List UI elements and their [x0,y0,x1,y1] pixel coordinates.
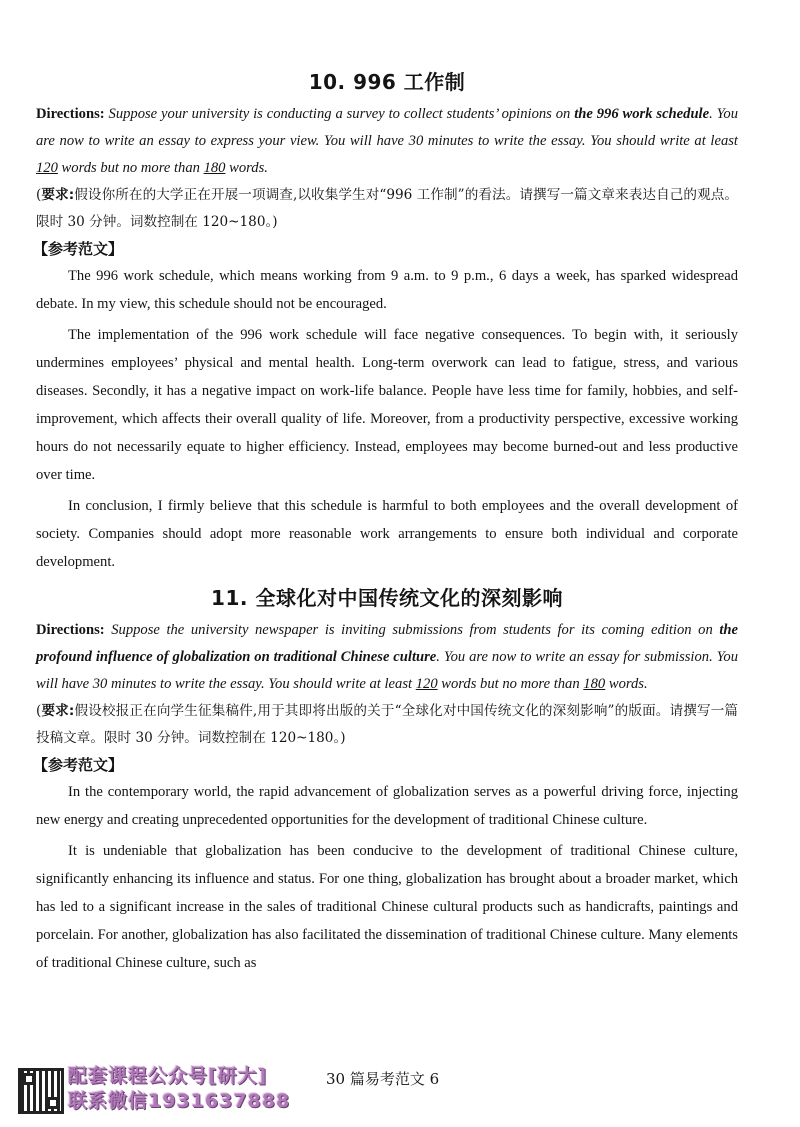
section-10-directions: Directions: Suppose your university is conducting a survey to collect students’ opinions on the 996 work schedule. You are now to write an essay to express your view. You will have 30 minutes to write the essay. You should write at least 120 words but no more than 180 words. [36,106,738,176]
section-10-requirement: (要求:假设你所在的大学正在开展一项调查,以收集学生对“996 工作制”的看法。请撰写一篇文章来表达自己的观点。限时 30 分钟。词数控制在 120~180。) [36,187,739,230]
page-footer [0,1060,800,1127]
essay-paragraph: The 996 work schedule, which means working from 9 a.m. to 9 p.m., 6 days a week, has sparked widespread debate. In my view, this schedule should not be encouraged. [36,268,738,312]
essay-paragraph: The implementation of the 996 work schedule will face negative consequences. To begin with, it seriously undermines employees’ physical and mental health. Long-term overwork can lead to fatigue, stress, and various diseases. Secondly, it has a negative impact on work-life balance. People have less time for family, hobbies, and self-improvement, which affects their overall quality of life. Moreover, from a productivity perspective, excessive working hours do not necessarily equate to higher efficiency. Instead, employees may become burned-out and less productive over time. [36,327,738,483]
directions-label: Directions: [36,622,105,638]
max-words: 180 [583,676,606,692]
essay-paragraph: In conclusion, I firmly believe that this schedule is harmful to both employees and the overall development of society. Companies should adopt more reasonable work arrangements to ensure both individual and corporate development. [36,498,738,570]
topic-emphasis: the profound influence of globalization on traditional Chinese culture [36,622,738,665]
page-content [33,66,739,980]
page-number: 30 篇易考范文 6 [326,1070,440,1088]
max-words: 180 [203,160,226,176]
essay-paragraph: In the contemporary world, the rapid advancement of globalization serves as a powerful driving force, injecting new energy and creating unprecedented opportunities for the development of traditional Chinese culture. [36,784,738,828]
essay-paragraph: It is undeniable that globalization has been conducive to the development of traditional Chinese culture, significantly enhancing its influence and status. For one thing, globalization has brought about a broader market, which has led to a significant increase in the sales of traditional Chinese cultural products such as handicrafts, paintings and porcelain. For another, globalization has also facilitated the dissemination of traditional Chinese culture. Many elements of traditional Chinese culture, such as [36,843,738,971]
section-11-requirement: (要求:假设校报正在向学生征集稿件,用于其即将出版的关于“全球化对中国传统文化的深刻影响”的版面。请撰写一篇投稿文章。限时 30 分钟。词数控制在 120~180。) [36,703,739,746]
section-11-reference-heading: 【参考范文】 [33,756,124,774]
requirement-label: 要求: [41,703,75,719]
section-11-directions: Directions: Suppose the university newspaper is inviting submissions from students for its coming edition on the profound influence of globalization on traditional Chinese culture. You are now to write an essay for submission. You will have 30 minutes to write the essay. You should write at least 120 words but no more than 180 words. [36,622,738,692]
promo-watermark: 配套课程公众号[研大] 联系微信1931637888 [68,1065,291,1112]
min-words: 120 [415,676,438,692]
directions-label: Directions: [36,106,105,122]
qr-code-icon [18,1068,64,1114]
section-10-reference-heading: 【参考范文】 [33,240,124,258]
requirement-label: 要求: [41,187,75,203]
min-words: 120 [36,160,58,176]
section-11-title: 11. 全球化对中国传统文化的深刻影响 [211,586,563,610]
section-10-title: 10. 996 工作制 [308,70,466,94]
topic-emphasis: the 996 work schedule [574,106,710,122]
